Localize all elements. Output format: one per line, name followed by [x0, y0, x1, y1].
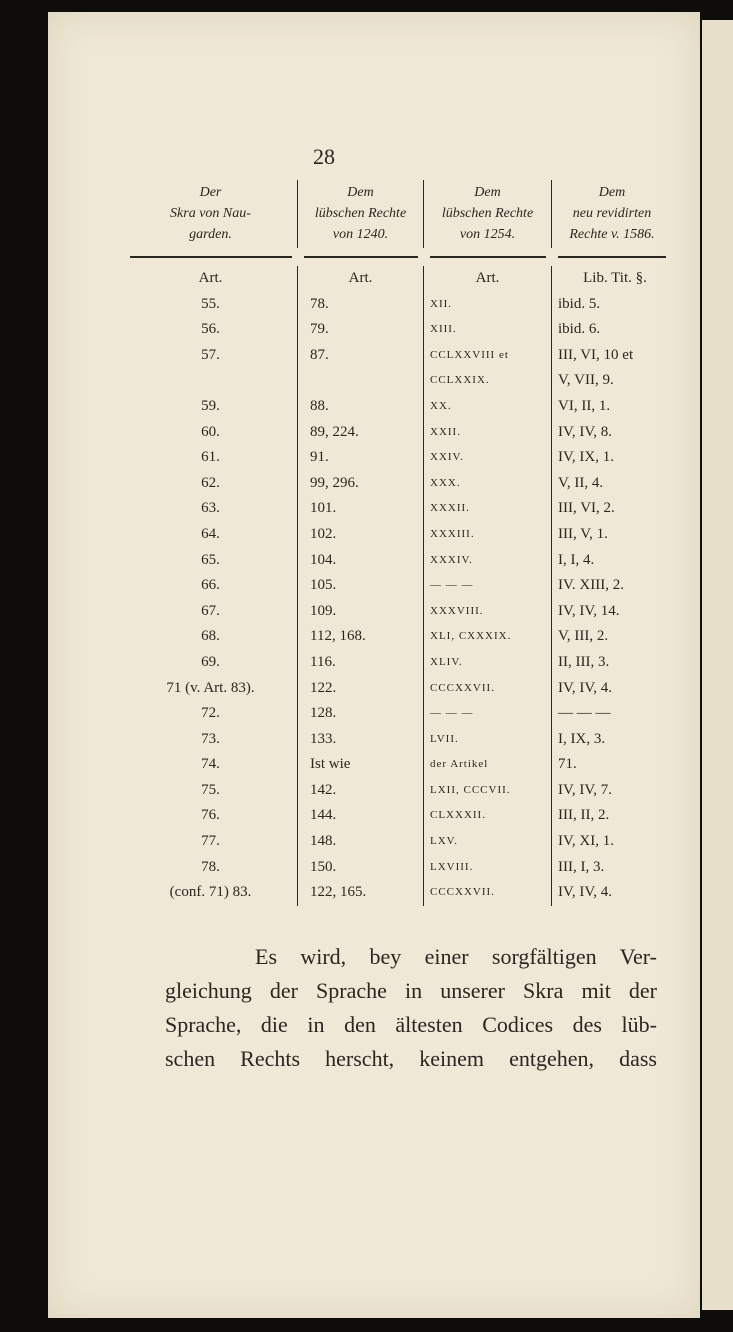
cell-1254: CCCXXVII. [424, 676, 552, 702]
header-skra: Der Skra von Nau- garden. [124, 180, 298, 248]
cell-1254: LVII. [424, 727, 552, 753]
cell-1586: III, II, 2. [558, 807, 610, 824]
cell-skra: 59. [124, 394, 298, 420]
cell-1586: III, V, 1. [558, 525, 608, 542]
cell-1240: 133. [298, 727, 424, 753]
cell-1586: IV, IV, 7. [558, 781, 613, 798]
paragraph-line: Es wird, bey einer sorgfältigen Ver- [255, 944, 657, 969]
table-row [124, 266, 672, 292]
cell-skra: 63. [124, 496, 298, 522]
cell-skra: 62. [124, 471, 298, 497]
cell-1254: CLXXXII. [424, 803, 552, 829]
table-row [124, 803, 672, 829]
table-row [124, 368, 672, 394]
cell-1254: CCLXXIX. [424, 368, 552, 394]
cell-1586: VI, II, 1. [558, 397, 611, 414]
cell-skra: 72. [124, 701, 298, 727]
cell-1254: XXIV. [424, 445, 552, 471]
cell-skra: 75. [124, 778, 298, 804]
cell-1240: Ist wie [298, 752, 424, 778]
cell-1586: IV, IX, 1. [558, 449, 614, 466]
cell-1586: Lib. Tit. §. [583, 270, 647, 286]
cell-1240: 148. [298, 829, 424, 855]
header-rule [430, 256, 546, 264]
cell-1240: 112, 168. [298, 624, 424, 650]
cell-1240: 102. [298, 522, 424, 548]
header-1586: Dem neu revidirten Rechte v. 1586. [569, 185, 655, 242]
cell-skra [124, 368, 298, 394]
paragraph-line: schen Rechts herscht, keinem entgehen, dass [165, 1046, 657, 1071]
cell-1586: IV, IV, 8. [558, 423, 613, 440]
cell-skra: 60. [124, 420, 298, 446]
cell-1254: — — — [424, 701, 552, 727]
cell-1254: XIII. [424, 317, 552, 343]
cell-1254: der Artikel [424, 752, 552, 778]
table-row [124, 880, 672, 906]
cell-1240: 109. [298, 599, 424, 625]
table-row [124, 573, 672, 599]
cell-skra: 61. [124, 445, 298, 471]
header-rules [124, 256, 672, 264]
page-number: 28 [313, 144, 335, 169]
cell-1586: ibid. 5. [558, 295, 601, 312]
cell-skra: 77. [124, 829, 298, 855]
cell-1240: 91. [298, 445, 424, 471]
cell-1254: XLIV. [424, 650, 552, 676]
cell-1254: XLI, CXXXIX. [424, 624, 552, 650]
body-paragraph [165, 940, 657, 1076]
table-row [124, 829, 672, 855]
cell-skra: 66. [124, 573, 298, 599]
cell-1254: LXII, CCCVII. [424, 778, 552, 804]
cell-1240: 87. [298, 343, 424, 369]
cell-1586: IV, IV, 4. [558, 679, 613, 696]
cell-1586: III, VI, 10 et [558, 346, 634, 363]
paragraph-line: Sprache, die in den ältesten Codices des lüb- [165, 1012, 657, 1037]
cell-1254: XX. [424, 394, 552, 420]
cell-1240: 150. [298, 855, 424, 881]
cell-1254: XXII. [424, 420, 552, 446]
cell-1586: I, IX, 3. [558, 730, 606, 747]
table-row [124, 343, 672, 369]
cell-1254: CCLXXVIII et [424, 343, 552, 369]
header-1254: Dem lübschen Rechte von 1254. [424, 180, 552, 248]
table-row [124, 599, 672, 625]
cell-skra: Art. [124, 266, 298, 292]
cell-1586: II, III, 3. [558, 653, 610, 670]
header-rule [558, 256, 666, 264]
table-row [124, 650, 672, 676]
table-body [124, 266, 672, 906]
cell-1240: 101. [298, 496, 424, 522]
cell-1240: 99, 296. [298, 471, 424, 497]
table-row [124, 471, 672, 497]
table-row [124, 676, 672, 702]
cell-skra: 73. [124, 727, 298, 753]
cell-1586: 71. [558, 756, 577, 773]
table-row [124, 727, 672, 753]
header-rule [304, 256, 418, 264]
cell-1240: 144. [298, 803, 424, 829]
table-row [124, 624, 672, 650]
cell-1586: ibid. 6. [558, 321, 601, 338]
cell-skra: 67. [124, 599, 298, 625]
cell-1254: — — — [424, 573, 552, 599]
cell-1586: — — — [558, 705, 611, 722]
cell-1586: III, I, 3. [558, 858, 605, 875]
header-1240: Dem lübschen Rechte von 1240. [298, 180, 424, 248]
cell-1586: IV, IV, 4. [558, 884, 613, 901]
cell-skra: 56. [124, 317, 298, 343]
cell-1586: V, III, 2. [558, 628, 609, 645]
cell-1240: 104. [298, 548, 424, 574]
cell-1240: 142. [298, 778, 424, 804]
cell-1240: 79. [298, 317, 424, 343]
cell-skra: 55. [124, 292, 298, 318]
cell-1586: I, I, 4. [558, 551, 595, 568]
cell-1254: LXVIII. [424, 855, 552, 881]
table-row [124, 317, 672, 343]
cell-1254: XXXII. [424, 496, 552, 522]
cell-1240: 89, 224. [298, 420, 424, 446]
cell-1240: 122, 165. [298, 880, 424, 906]
cell-1254: XXXIII. [424, 522, 552, 548]
cell-1240: Art. [298, 266, 424, 292]
cell-1240: 128. [298, 701, 424, 727]
cell-1586: III, VI, 2. [558, 500, 615, 517]
cell-1254: XXXVIII. [424, 599, 552, 625]
cell-skra: 76. [124, 803, 298, 829]
cell-1586: IV, XI, 1. [558, 833, 614, 850]
table-row [124, 701, 672, 727]
table-header [124, 180, 672, 248]
header-rule [130, 256, 292, 264]
table-row [124, 292, 672, 318]
cell-skra: 65. [124, 548, 298, 574]
cell-skra: 69. [124, 650, 298, 676]
cell-skra: 71 (v. Art. 83). [124, 676, 298, 702]
cell-1240 [298, 368, 424, 394]
cell-1240: 116. [298, 650, 424, 676]
paragraph-line: gleichung der Sprache in unserer Skra mit der [165, 978, 657, 1003]
cell-1240: 105. [298, 573, 424, 599]
cell-1254: XII. [424, 292, 552, 318]
cell-skra: 78. [124, 855, 298, 881]
cell-1240: 88. [298, 394, 424, 420]
cell-1254: XXX. [424, 471, 552, 497]
next-page-edge [702, 20, 733, 1310]
cell-skra: 68. [124, 624, 298, 650]
cell-1586: IV. XIII, 2. [558, 577, 624, 594]
cell-skra: (conf. 71) 83. [124, 880, 298, 906]
table-row [124, 855, 672, 881]
table-row [124, 496, 672, 522]
concordance-table [124, 180, 672, 906]
cell-1240: 78. [298, 292, 424, 318]
cell-1254: CCCXXVII. [424, 880, 552, 906]
table-row [124, 522, 672, 548]
cell-1254: XXXIV. [424, 548, 552, 574]
cell-1586: V, VII, 9. [558, 372, 614, 389]
table-row [124, 778, 672, 804]
cell-1586: V, II, 4. [558, 474, 604, 491]
table-row [124, 420, 672, 446]
cell-skra: 74. [124, 752, 298, 778]
table-row [124, 394, 672, 420]
cell-1254: Art. [424, 266, 552, 292]
cell-1240: 122. [298, 676, 424, 702]
cell-skra: 57. [124, 343, 298, 369]
table-row [124, 445, 672, 471]
table-row [124, 752, 672, 778]
cell-1586: IV, IV, 14. [558, 602, 620, 619]
cell-skra: 64. [124, 522, 298, 548]
table-row [124, 548, 672, 574]
cell-1254: LXV. [424, 829, 552, 855]
